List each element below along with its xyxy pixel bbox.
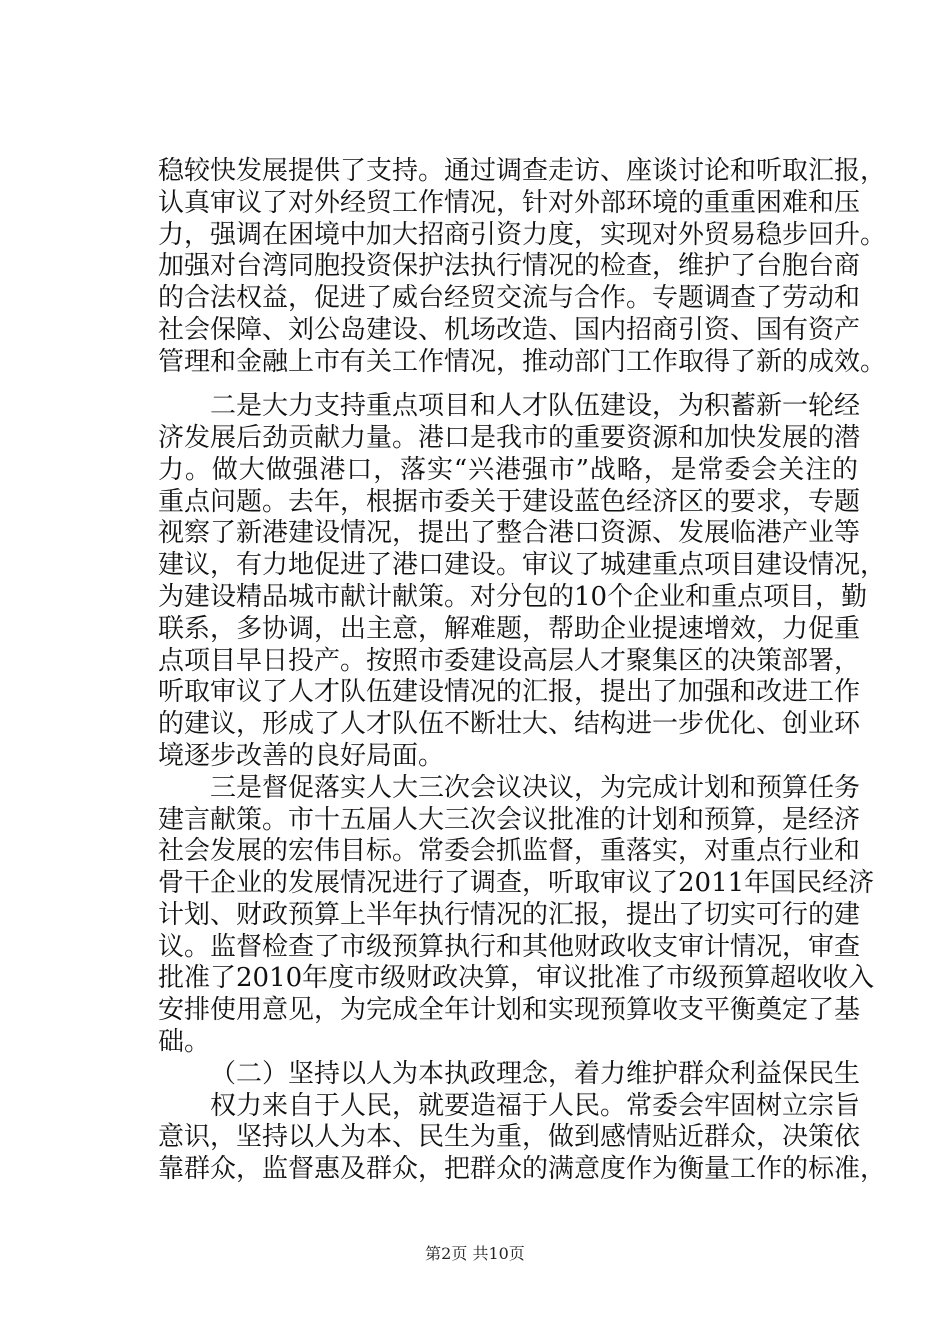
text-line: 管理和金融上市有关工作情况，推动部门工作取得了新的成效。 [158, 347, 887, 377]
text-line: 为建设精品城市献计献策。对分包的10个企业和重点项目，勤 [158, 582, 868, 612]
text-line: 听取审议了人才队伍建设情况的汇报，提出了加强和改进工作 [158, 677, 861, 707]
text-line: 计划、财政预算上半年执行情况的汇报，提出了切实可行的建 [158, 900, 861, 930]
text-line: 建议，有力地促进了港口建设。审议了城建重点项目建设情况， [158, 550, 887, 580]
text-line: 骨干企业的发展情况进行了调查，听取审议了2011年国民经济 [158, 868, 875, 898]
text-line: 重点问题。去年，根据市委关于建设蓝色经济区的要求，专题 [158, 487, 861, 517]
text-line: 点项目早日投产。按照市委建设高层人才聚集区的决策部署， [158, 646, 861, 676]
text-line: 的合法权益，促进了威台经贸交流与合作。专题调查了劳动和 [158, 283, 861, 313]
section-heading: （二）坚持以人为本执政理念，着力维护群众利益保民生 [210, 1059, 861, 1089]
paragraph-start-line: 权力来自于人民，就要造福于人民。常委会牢固树立宗旨 [210, 1091, 861, 1121]
paragraph-start-line: 三是督促落实人大三次会议决议，为完成计划和预算任务 [210, 773, 861, 803]
text-line: 视察了新港建设情况，提出了整合港口资源、发展临港产业等 [158, 518, 861, 548]
text-line: 建言献策。市十五届人大三次会议批准的计划和预算，是经济 [158, 805, 861, 835]
text-line: 境逐步改善的良好局面。 [158, 741, 445, 771]
text-line: 批准了2010年度市级财政决算，审议批准了市级预算超收收入 [158, 963, 875, 993]
text-line: 稳较快发展提供了支持。通过调查走访、座谈讨论和听取汇报， [158, 156, 887, 186]
text-line: 础。 [158, 1027, 211, 1057]
text-line: 社会保障、刘公岛建设、机场改造、国内招商引资、国有资产 [158, 315, 861, 345]
text-line: 靠群众，监督惠及群众，把群众的满意度作为衡量工作的标准， [158, 1154, 887, 1184]
text-line: 意识，坚持以人为本、民生为重，做到感情贴近群众，决策依 [158, 1122, 861, 1152]
paragraph-start-line: 二是大力支持重点项目和人才队伍建设，为积蓄新一轮经 [210, 391, 861, 421]
text-line: 社会发展的宏伟目标。常委会抓监督，重落实，对重点行业和 [158, 836, 861, 866]
text-line: 安排使用意见，为完成全年计划和实现预算收支平衡奠定了基 [158, 995, 861, 1025]
text-line: 加强对台湾同胞投资保护法执行情况的检查，维护了台胞台商 [158, 251, 861, 281]
text-line: 济发展后劲贡献力量。港口是我市的重要资源和加快发展的潜 [158, 423, 861, 453]
page-number-footer: 第2页 共10页 [425, 1244, 525, 1263]
text-line: 的建议，形成了人才队伍不断壮大、结构进一步优化、创业环 [158, 709, 861, 739]
text-line: 联系，多协调，出主意，解难题，帮助企业提速增效，力促重 [158, 614, 861, 644]
text-line: 认真审议了对外经贸工作情况，针对外部环境的重重困难和压 [158, 188, 861, 218]
text-line: 力，强调在困境中加大招商引资力度，实现对外贸易稳步回升。 [158, 220, 887, 250]
text-line: 力。做大做强港口，落实“兴港强市”战略，是常委会关注的 [158, 455, 858, 485]
text-line: 议。监督检查了市级预算执行和其他财政收支审计情况，审查 [158, 932, 861, 962]
